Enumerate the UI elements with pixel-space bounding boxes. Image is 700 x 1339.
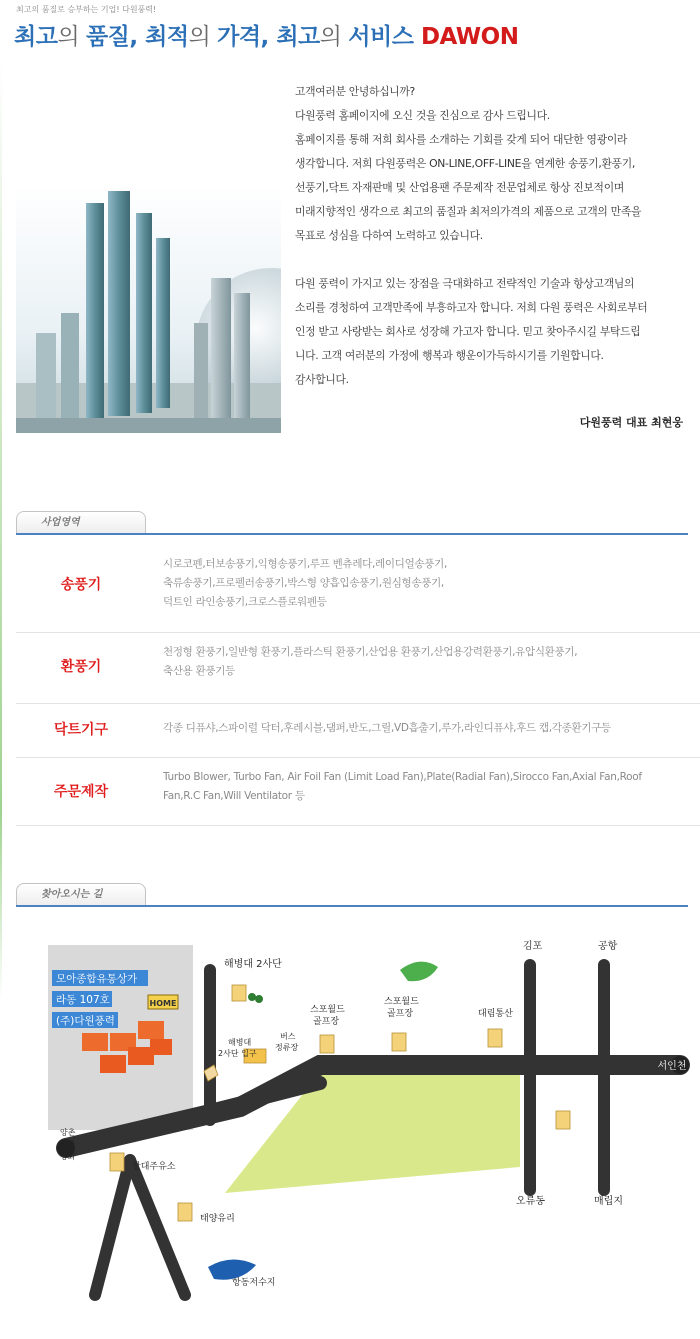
label-sports2-sub: 골프장 xyxy=(387,1009,414,1019)
headline-segment: 최고 xyxy=(14,24,58,50)
business-desc-line: 덕트인 라인송풍기,크로스플로워펜등 xyxy=(163,596,327,608)
label-daegot: 대곶 xyxy=(60,1140,76,1149)
business-row-title: 송풍기 xyxy=(60,577,102,593)
business-section-rule xyxy=(16,533,688,535)
label-haebang-entry: 해병대 xyxy=(228,1038,252,1047)
greeting-line: 다원풍력 홈페이지에 오신 것을 진심으로 감사 드립니다. xyxy=(295,109,550,122)
label-haebangdae: 해병대 2사단 xyxy=(224,959,282,970)
label-sports1-sub: 골프장 xyxy=(313,1017,340,1027)
headline-segment: 의 xyxy=(319,24,349,50)
headline-segment: 최고 xyxy=(276,24,320,50)
store-name: 모아종합유통상가 xyxy=(56,973,138,985)
greeting-line: 다원 풍력이 가지고 있는 장점을 극대화하고 전략적인 기술과 항상고객님의 xyxy=(295,277,635,290)
business-row-title: 주문제작 xyxy=(53,784,109,800)
business-desc-line: 각종 디퓨샤,스파이럴 닥터,후레시블,댐퍼,반도,그릴,VD흡출기,루가,라인디퓨샤,후드 캡,각종환기구등 xyxy=(163,722,611,734)
business-row-desc xyxy=(163,643,688,681)
greeting-line xyxy=(295,248,690,272)
label-gimpo: 김포 xyxy=(523,941,543,952)
label-ganghwa: 강화 xyxy=(60,1152,76,1161)
label-taeyang: 태양유리 xyxy=(200,1214,235,1224)
headline-segment: 품질, xyxy=(85,24,146,50)
business-row-title: 환풍기 xyxy=(60,659,102,675)
label-daerim: 대림통산 xyxy=(478,1009,513,1019)
label-yangchon: 양촌 xyxy=(60,1128,76,1137)
business-desc-line: 시로코펜,터보송풍기,익형송풍기,루프 벤츄레다,레이디얼송풍기, xyxy=(163,558,447,570)
greeting-line: 인정 받고 사랑받는 회사로 성장해 가고자 합니다. 믿고 찾아주시길 부탁드립 xyxy=(295,325,641,338)
greeting-line: 홈페이지를 통해 저희 회사를 소개하는 기회를 갖게 되어 대단한 영광이라 xyxy=(295,133,628,146)
label-seoincheon: 서인천 xyxy=(657,1061,687,1072)
business-row-title: 닥트기구 xyxy=(53,722,109,738)
greeting-line: 목표로 성심을 다하여 노력하고 있습니다. xyxy=(295,229,483,242)
business-row-desc xyxy=(163,719,688,738)
directions-section-rule xyxy=(16,905,688,907)
business-row xyxy=(16,757,700,826)
headline-segment: 의 xyxy=(188,24,218,50)
headline-segment: DAWON xyxy=(420,24,519,50)
label-changdae: 창대주유소 xyxy=(132,1162,176,1172)
greeting-line: 선풍기,닥트 자재판매 및 산업용팬 주문제작 전문업체로 항상 진보적이며 xyxy=(295,181,624,194)
directions-map xyxy=(0,915,700,1339)
label-sports2: 스포월드 xyxy=(384,997,419,1007)
business-desc-line: Fan,R.C Fan,Will Ventilator 등 xyxy=(163,790,305,802)
headline-segment: 가격, xyxy=(217,24,277,50)
greeting-line: 미래지향적인 생각으로 최고의 품질과 최저의가격의 제품으로 고객의 만족을 xyxy=(295,205,642,218)
decorative-line xyxy=(0,60,2,1000)
headline-segment: 최적 xyxy=(145,24,189,50)
label-haebang-entry-sub: 2사단 입구 xyxy=(218,1049,257,1058)
business-desc-line: 축류송풍기,프로펠러송풍기,박스형 양흡입송풍기,원심형송풍기, xyxy=(163,577,444,589)
ceo-signature: 다원풍력 대표 최현웅 xyxy=(579,416,683,429)
headline-segment: 의 xyxy=(57,24,86,50)
reservoir-icon xyxy=(208,1259,256,1279)
greeting-line: 감사합니다. xyxy=(295,373,349,386)
label-bus-sub: 정류장 xyxy=(275,1043,299,1052)
business-desc-line: 축산용 환풍기등 xyxy=(163,665,235,677)
directions-section-tab: 찾아오시는 길 xyxy=(16,883,146,905)
label-bus: 버스 xyxy=(280,1032,296,1041)
headline-segment: 서비스 xyxy=(348,24,421,50)
business-desc-line: 천정형 환풍기,일반형 환풍기,플라스틱 환풍기,산업용 환풍기,산업용강력환풍기,유압식환풍기, xyxy=(163,646,578,658)
building-photo xyxy=(16,183,281,433)
greeting-line: 생각합니다. 저희 다원풍력은 ON-LINE,OFF-LINE을 연계한 송풍기,환풍기, xyxy=(295,157,636,170)
business-section-tab: 사업영역 xyxy=(16,511,146,533)
store-unit: 라동 107호 xyxy=(56,994,110,1006)
greeting-text xyxy=(295,80,690,392)
label-airport: 공항 xyxy=(598,941,618,952)
business-row xyxy=(16,703,700,758)
business-row xyxy=(16,632,700,704)
tree-icons xyxy=(248,993,263,1003)
greeting-line: 소리를 경청하여 고객만족에 부흥하고자 합니다. 저희 다원 풍력은 사회로부터 xyxy=(295,301,648,314)
greeting-line: 니다. 고객 여러분의 가정에 행복과 행운이가득하시기를 기원합니다. xyxy=(295,349,604,362)
business-row xyxy=(16,544,700,633)
home-label: HOME xyxy=(149,999,177,1008)
golf-course-icon xyxy=(400,962,438,982)
tagline: 최고의 품질로 승부하는 기업! 다원풍력! xyxy=(16,5,157,14)
label-sports1: 스포월드 xyxy=(310,1005,345,1015)
business-row-desc xyxy=(163,555,688,612)
page-headline xyxy=(14,18,518,51)
label-hangdong: 항동저수지 xyxy=(232,1278,276,1288)
label-maerip: 매립지 xyxy=(594,1196,623,1207)
business-desc-line: Turbo Blower, Turbo Fan, Air Foil Fan (Limit Load Fan),Plate(Radial Fan),Sirocco Fan,Axial Fan,Roof xyxy=(163,771,642,783)
store-company: (주)다원풍력 xyxy=(56,1015,115,1027)
business-row-desc xyxy=(163,768,688,806)
label-oryu: 오류동 xyxy=(516,1196,545,1207)
greeting-line: 고객여러분 안녕하십니까? xyxy=(295,85,415,98)
